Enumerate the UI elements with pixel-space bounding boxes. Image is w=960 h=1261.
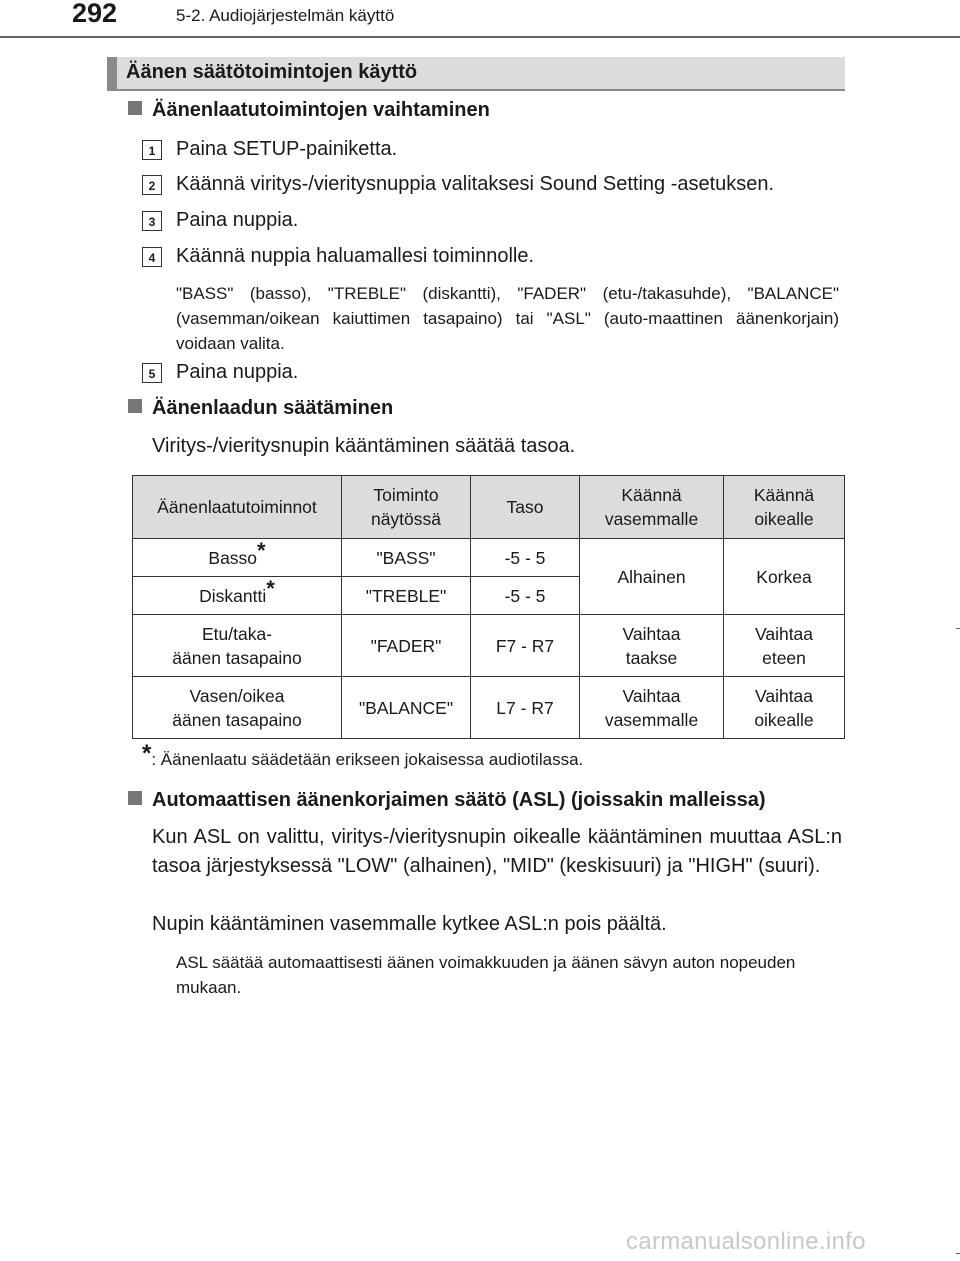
table-cell: Vaihtaa vasemmalle (580, 677, 724, 739)
table-cell: "FADER" (342, 615, 471, 677)
table-cell: -5 - 5 (471, 577, 580, 615)
step-text: Paina SETUP-painiketta. (176, 138, 398, 160)
table-row (133, 677, 845, 739)
table-cell: "BASS" (342, 539, 471, 577)
step-number-badge: 3 (142, 211, 162, 231)
section-bar-marker (107, 57, 117, 89)
watermark: carmanualsonline.info (626, 1228, 866, 1255)
page-header (0, 0, 960, 40)
table-header-cell: Käännä vasemmalle (580, 476, 724, 539)
edge-tick-mark (956, 1253, 960, 1254)
subheading-adjusting (128, 397, 393, 420)
table-header-row (133, 476, 845, 539)
footnote-text: : Äänenlaatu säädetään erikseen jokaisessa audiotilassa. (151, 750, 584, 769)
table-cell-merged: Korkea (724, 539, 845, 615)
adjusting-text: Viritys-/vieritysnupin kääntäminen säätää tasoa. (152, 435, 576, 457)
subheading-adjusting-text: Äänenlaadun säätäminen (152, 397, 394, 419)
asl-off-text: Nupin kääntäminen vasemmalle kytkee ASL:n pois päältä. (152, 913, 667, 935)
table-row (133, 615, 845, 677)
header-divider (0, 36, 960, 38)
table-cell: Vaihtaa eteen (724, 615, 845, 677)
table-cell: F7 - R7 (471, 615, 580, 677)
table-cell-merged: Alhainen (580, 539, 724, 615)
section-title: Äänen säätötoimintojen käyttö (126, 61, 418, 83)
asl-note: ASL säätää automaattisesti äänen voimakkuuden ja äänen sävyn auton nopeuden mukaan. (176, 953, 796, 997)
table-cell: Etu/taka- äänen tasapaino (133, 615, 342, 677)
step-text: Käännä nuppia haluamallesi toiminnolle. (176, 245, 535, 267)
step-text: Paina nuppia. (176, 361, 299, 383)
table-footnote (142, 740, 584, 770)
step-number-badge: 1 (142, 140, 162, 160)
table-header-cell: Käännä oikealle (724, 476, 845, 539)
table-cell: "TREBLE" (342, 577, 471, 615)
table-row (133, 539, 845, 577)
table-cell: -5 - 5 (471, 539, 580, 577)
asterisk-mark: * (257, 537, 266, 563)
table-cell: "BALANCE" (342, 677, 471, 739)
table-header-cell: Taso (471, 476, 580, 539)
asterisk-mark: * (142, 740, 152, 767)
step-number-badge: 5 (142, 363, 162, 383)
table-cell: Vasen/oikea äänen tasapaino (133, 677, 342, 739)
function-options-note: "BASS" (basso), "TREBLE" (diskantti), "FADER" (etu-/takasuhde), "BALANCE" (vasemman/oikean kaiuttimen tasapaino) tai "ASL" (auto-maattinen äänenkorjain) voidaan valita. (176, 284, 839, 353)
subheading-switching-text: Äänenlaatutoimintojen vaihtaminen (152, 99, 490, 121)
table-cell: L7 - R7 (471, 677, 580, 739)
table-cell: Basso* (133, 539, 342, 577)
table-cell: Diskantti* (133, 577, 342, 615)
square-bullet-icon (128, 791, 142, 805)
square-bullet-icon (128, 101, 142, 115)
square-bullet-icon (128, 399, 142, 413)
step-number-badge: 2 (142, 175, 162, 195)
chapter-title: 5-2. Audiojärjestelmän käyttö (176, 6, 395, 25)
table-cell: Vaihtaa taakse (580, 615, 724, 677)
page-number: 292 (72, 0, 118, 28)
step-number-badge: 4 (142, 247, 162, 267)
subheading-asl (128, 789, 766, 812)
asl-text: Kun ASL on valittu, viritys-/vieritysnupin oikealle kääntäminen muuttaa ASL:n tasoa järjestyksessä "LOW" (alhainen), "MID" (keskisuuri) ja "HIGH" (suuri). (152, 826, 842, 877)
step-text: Käännä viritys-/vieritysnuppia valitaksesi Sound Setting -asetuksen. (176, 173, 775, 195)
sound-settings-table (132, 475, 845, 739)
subheading-switching (128, 99, 490, 122)
subheading-asl-text: Automaattisen äänenkorjaimen säätö (ASL) (joissakin malleissa) (152, 789, 766, 811)
edge-tick-mark (956, 628, 960, 629)
asterisk-mark: * (266, 575, 275, 601)
section-title-band (107, 57, 845, 91)
table-header-cell: Toiminto näytössä (342, 476, 471, 539)
table-header-cell: Äänenlaatutoiminnot (133, 476, 342, 539)
step-text: Paina nuppia. (176, 209, 299, 231)
table-cell: Vaihtaa oikealle (724, 677, 845, 739)
